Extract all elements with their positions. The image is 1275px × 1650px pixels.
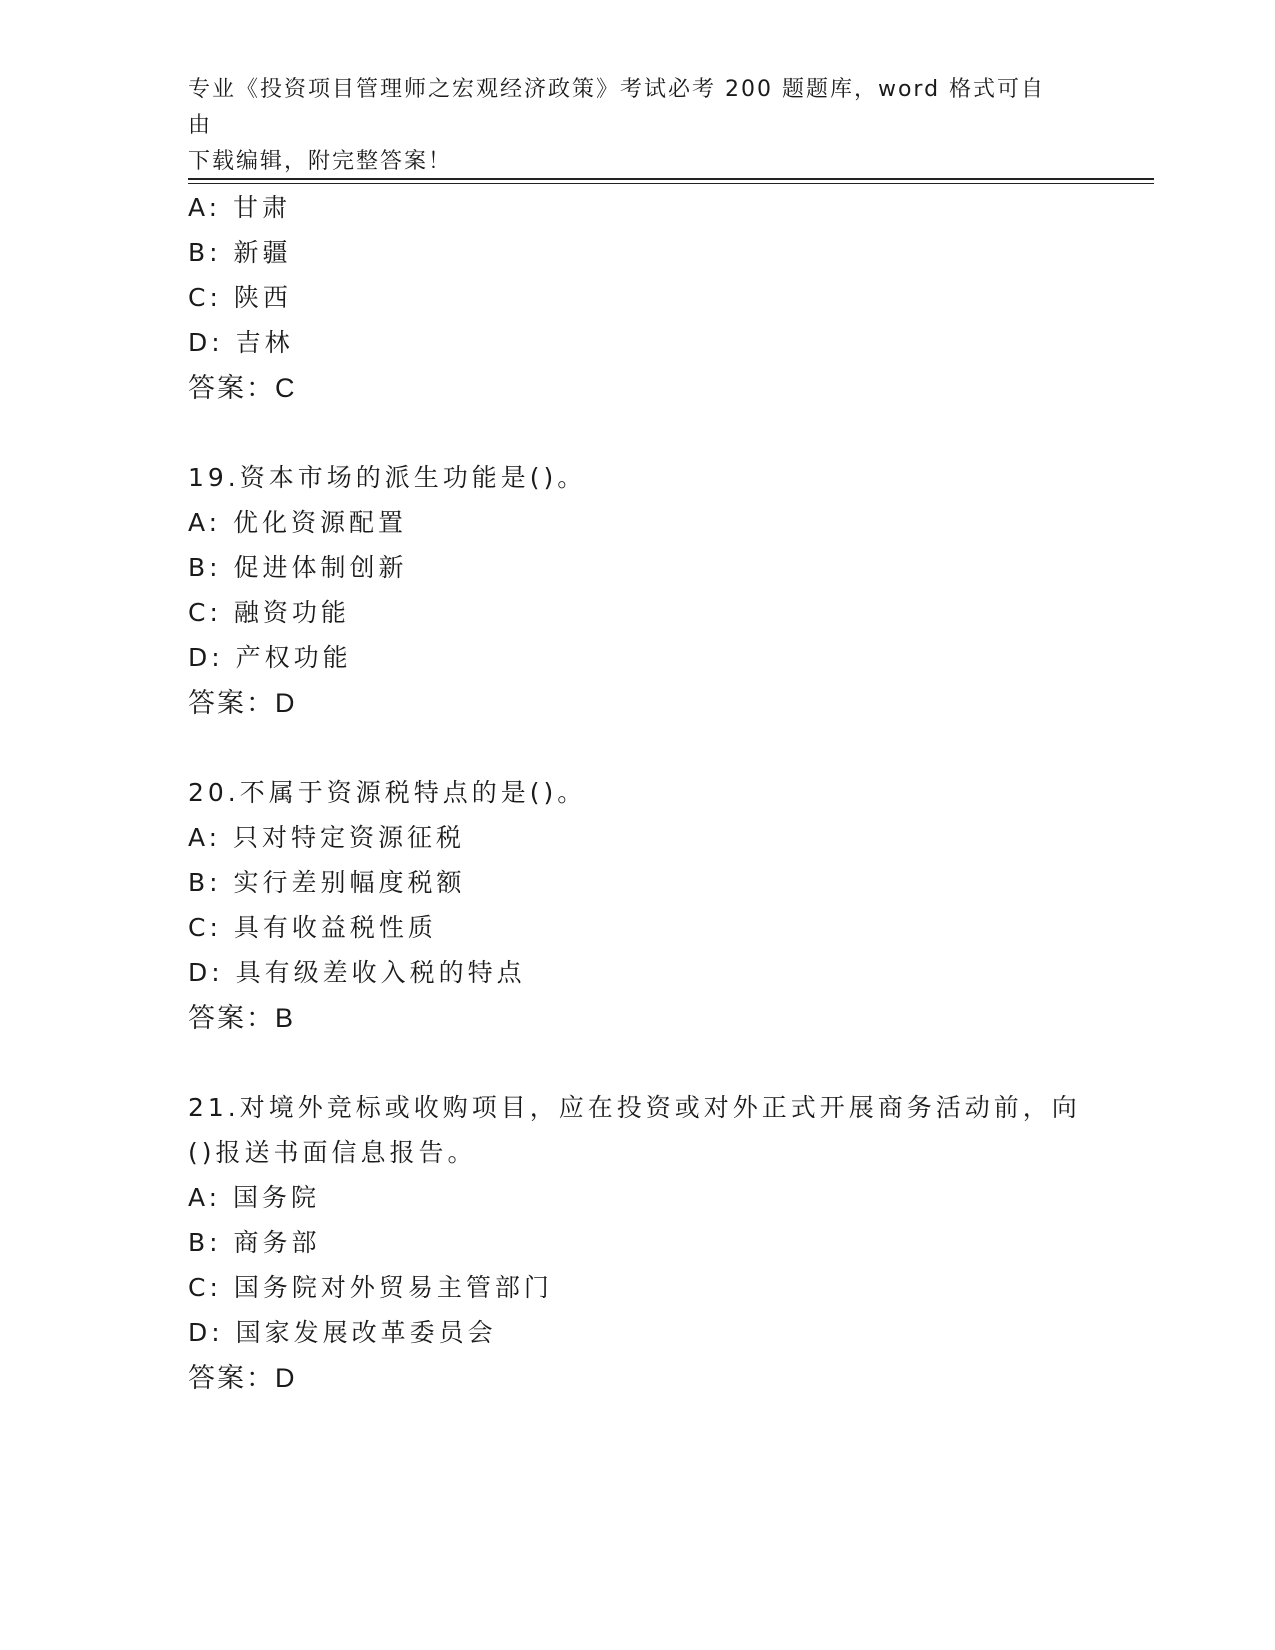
q18-option-c: C: 陕西	[188, 283, 292, 312]
q19-question: 19.资本市场的派生功能是()。	[188, 463, 587, 492]
q18-option-a: A: 甘肃	[188, 193, 292, 222]
q21-answer: 答案：D	[188, 1363, 297, 1393]
header-divider-thick	[188, 178, 1154, 180]
q21-option-d: D: 国家发展改革委员会	[188, 1318, 497, 1347]
q20-answer: 答案：B	[188, 1003, 296, 1033]
header-line-2: 下载编辑，附完整答案！	[188, 149, 453, 174]
q21-question-line-2: ()报送书面信息报告。	[188, 1138, 477, 1167]
q19-answer: 答案：D	[188, 688, 297, 718]
q20-option-d: D: 具有级差收入税的特点	[188, 958, 526, 987]
q21-question-line-1: 21.对境外竞标或收购项目，应在投资或对外正式开展商务活动前，向	[188, 1093, 1081, 1122]
q20-option-b: B: 实行差别幅度税额	[188, 868, 466, 897]
document-header	[188, 72, 1068, 180]
q20-question: 20.不属于资源税特点的是()。	[188, 778, 587, 807]
q18-option-b: B: 新疆	[188, 238, 292, 267]
q19-option-a: A: 优化资源配置	[188, 508, 408, 537]
q20-option-a: A: 只对特定资源征税	[188, 823, 466, 852]
q19-option-b: B: 促进体制创新	[188, 553, 408, 582]
q18-answer: 答案：C	[188, 373, 297, 403]
q20-option-c: C: 具有收益税性质	[188, 913, 437, 942]
header-divider-thin	[188, 183, 1154, 184]
q18-option-d: D: 吉林	[188, 328, 294, 357]
q19-option-d: D: 产权功能	[188, 643, 352, 672]
q21-option-a: A: 国务院	[188, 1183, 321, 1212]
q21-option-b: B: 商务部	[188, 1228, 321, 1257]
q21-option-c: C: 国务院对外贸易主管部门	[188, 1273, 553, 1302]
header-line-1: 专业《投资项目管理师之宏观经济政策》考试必考 200 题题库，word 格式可自由	[188, 77, 1046, 138]
q19-option-c: C: 融资功能	[188, 598, 350, 627]
